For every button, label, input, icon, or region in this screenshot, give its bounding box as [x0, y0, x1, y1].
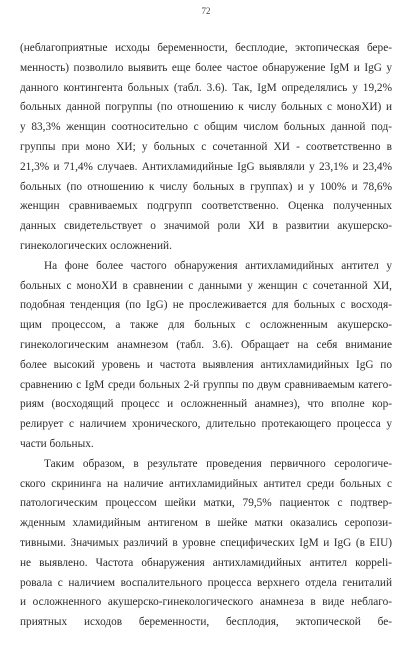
text-line: тивными. Значимых различий в уровне специфических IgM и IgG (в EIU): [20, 536, 392, 549]
paragraph-1: [20, 39, 392, 257]
document-body: [20, 39, 392, 633]
text-line: гинекологическим анамнезом (табл. 3.6). Обращает на себя внимание: [20, 338, 392, 351]
text-line: подобная тенденция (по IgG) не прослеживается для больных с восходя-: [20, 299, 392, 312]
text-line: сравнению с IgM среди больных 2-й группы по двум сравниваемым катего-: [20, 378, 392, 391]
text-line: На фоне более частого обнаружения антихламидийных антител у: [44, 259, 392, 272]
text-line: не выявлено. Частота обнаружения антихламидийных антител корреli-: [20, 556, 392, 569]
text-line: ского скрининга на наличие антихламидийных антител среди больных с: [20, 477, 392, 490]
text-line: женщин сравниваемых подгрупп соответственно. Оценка полученных: [20, 200, 392, 213]
page-number: 72: [201, 6, 211, 16]
text-line: части больных.: [20, 437, 94, 450]
text-line: группы при моно ХИ; у больных с сочетанной ХИ - соответственно в: [20, 140, 392, 153]
paragraph-2: [20, 257, 392, 455]
text-line: жденным хламидийным антигеном в шейке матки оказались серопози-: [20, 517, 392, 530]
text-line: более высокий уровень и частота выявления антихламидийных IgG по: [20, 358, 392, 371]
text-line: менность) позволило выявить еще более частое обнаружение IgM и IgG у: [20, 61, 392, 74]
text-line: риям (восходящий процесс и осложненный анамнез), что вполне кор-: [20, 398, 392, 411]
paragraph-3: [20, 455, 392, 633]
text-line: данных свидетельствует о значимой роли ХИ в развитии акушерско-: [20, 220, 392, 233]
text-line: 21,3% и 71,4% случаев. Антихламидийные IgG выявляли у 23,1% и 23,4%: [20, 160, 392, 173]
text-line: гинекологических осложнений.: [20, 239, 172, 252]
text-line: данного контингента больных (табл. 3.6). Так, IgM определялись у 19,2%: [20, 81, 392, 94]
text-line: патологическим процессом шейки матки, 79,5% пациенток с подтвер-: [20, 497, 392, 510]
text-line: и осложненного акушерско-гинекологического анамнеза в виде неблаго-: [20, 596, 392, 609]
text-line: релирует с наличием хронического, длительно протекающего процесса у: [20, 418, 392, 431]
text-line: больных (по отношению к числу больных в группах) и у 100% и 78,6%: [20, 180, 392, 193]
text-line: приятных исходов беременности, бесплодия, эктопической бе-: [20, 616, 392, 629]
text-line: ровала с наличием воспалительного процесса верхнего отдела гениталий: [20, 576, 392, 589]
text-line: больных данной погруппы (по отношению к числу больных с моноХИ) и: [20, 101, 392, 114]
text-line: Таким образом, в результате проведения первичного серологиче-: [44, 457, 392, 470]
text-line: (неблагоприятные исходы беременности, бесплодие, эктопическая бере-: [20, 42, 392, 54]
text-line: у 83,3% женщин соотносительно с общим числом больных данной под-: [20, 121, 392, 134]
text-line: щим процессом, а также для больных с осложненным акушерско-: [20, 319, 392, 332]
text-line: больных с моноХИ в сравнении с данными у женщин с сочетанной ХИ,: [20, 279, 392, 292]
